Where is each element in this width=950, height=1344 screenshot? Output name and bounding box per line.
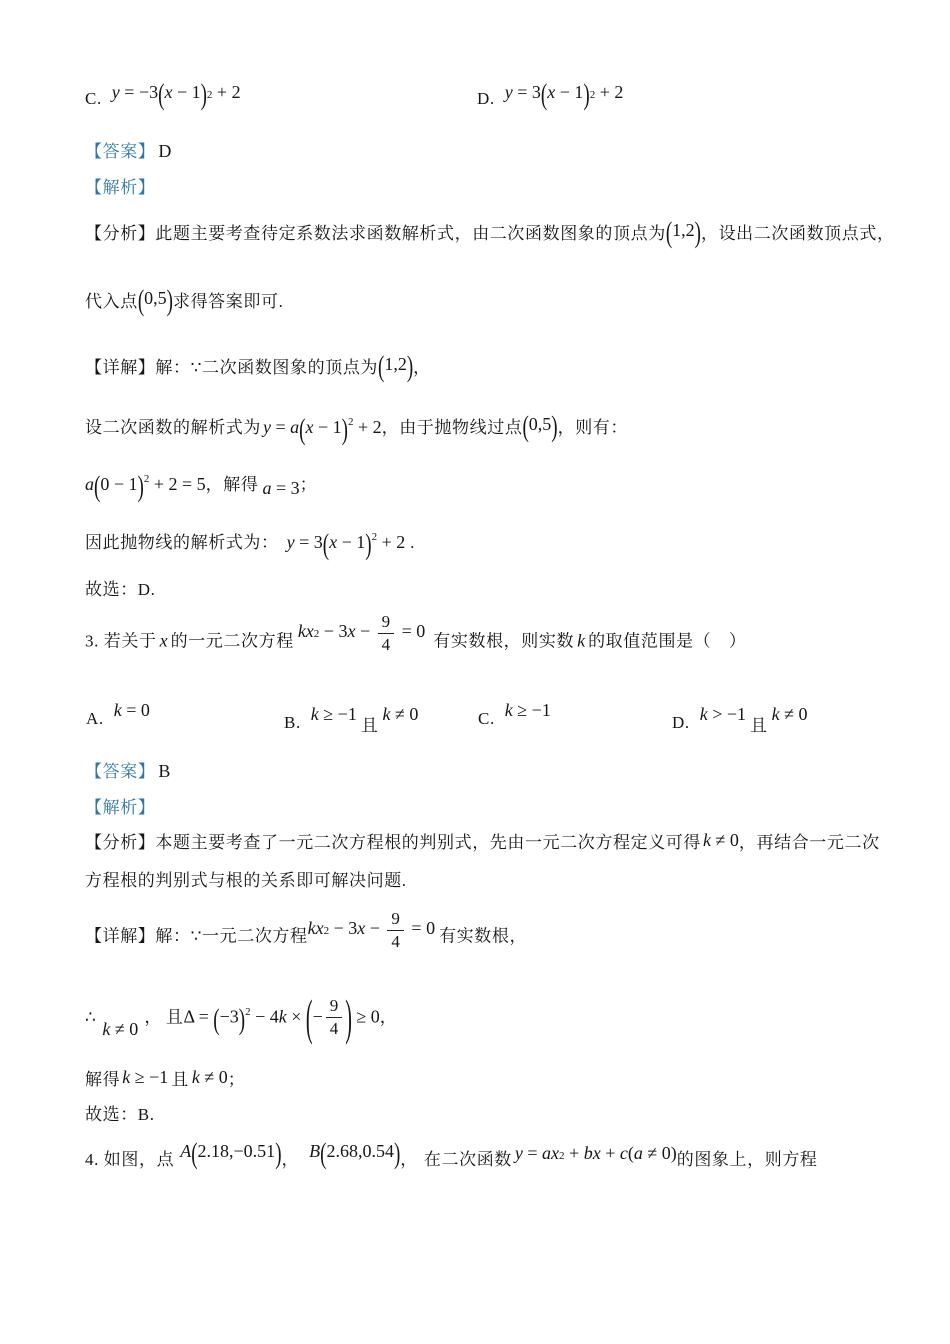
math-variable: a bbox=[290, 417, 300, 437]
text-segment bbox=[85, 528, 415, 562]
math-text: B bbox=[158, 761, 171, 781]
paren-glyph: ( bbox=[191, 1138, 198, 1171]
math-variable: k bbox=[577, 630, 586, 651]
text-run: ； bbox=[227, 1070, 246, 1089]
math-variable: y bbox=[263, 417, 271, 437]
text-segment bbox=[85, 612, 747, 664]
math-variable: k bbox=[310, 704, 319, 724]
math-text: = bbox=[522, 1143, 543, 1163]
paren-glyph: ) bbox=[137, 471, 144, 504]
superscript: 2 bbox=[371, 531, 378, 543]
math-variable: x bbox=[357, 917, 366, 938]
text-segment bbox=[85, 217, 895, 250]
math-variable: k bbox=[191, 1067, 200, 1087]
paren-glyph: ( bbox=[137, 285, 145, 318]
text-segment bbox=[85, 351, 431, 384]
paren-glyph: ) bbox=[583, 79, 590, 112]
fraction-numerator: 9 bbox=[387, 909, 404, 931]
math-text: ≠ 0 bbox=[390, 704, 419, 724]
math-variable: x bbox=[329, 532, 338, 552]
text-segment bbox=[85, 470, 318, 504]
superscript: 2 bbox=[245, 1005, 251, 1018]
paren-glyph: ( bbox=[299, 414, 306, 447]
math-text: = 3 bbox=[294, 532, 323, 552]
math-text: = 0 bbox=[406, 917, 436, 938]
text-run: D. bbox=[672, 713, 690, 732]
text-run: ， bbox=[413, 358, 431, 377]
math-text: ≥ −1 bbox=[318, 704, 357, 724]
math-variable: x bbox=[159, 630, 168, 651]
math-variable: k bbox=[113, 700, 122, 720]
math-text: ≠ 0 bbox=[110, 1018, 139, 1039]
text-segment bbox=[85, 828, 880, 853]
math-variable: x bbox=[305, 417, 314, 437]
paren-glyph: ( bbox=[94, 471, 101, 504]
math-text: = 3 bbox=[271, 478, 300, 498]
text-run: . bbox=[405, 533, 415, 552]
paren-glyph: ( bbox=[522, 411, 529, 444]
math-text: = 3 bbox=[512, 82, 541, 102]
paren-glyph: ( bbox=[213, 1003, 220, 1037]
paren-glyph: ) bbox=[200, 79, 207, 112]
text-run: 的取值范围是（ ） bbox=[588, 631, 747, 651]
text-run: 在二次函数 bbox=[423, 1150, 512, 1169]
text-segment bbox=[85, 285, 284, 318]
superscript: 2 bbox=[313, 627, 320, 640]
math-text: = 0 bbox=[121, 700, 150, 720]
fraction bbox=[326, 996, 343, 1038]
text-run: ，解得 bbox=[205, 475, 259, 494]
math-text: ≠ 0 bbox=[779, 704, 808, 724]
math-variable: y bbox=[504, 82, 513, 102]
superscript: 2 bbox=[347, 416, 354, 428]
math-text: ≠ 0 bbox=[711, 830, 739, 850]
math-text: ≥ −1 bbox=[130, 1067, 169, 1087]
math-variable: k bbox=[703, 830, 711, 850]
paren-glyph: ( bbox=[320, 1138, 327, 1171]
math-text: ≥ −1 bbox=[512, 700, 551, 720]
math-text: − 4 bbox=[250, 1006, 279, 1027]
text-run: 【分析】此题主要考查待定系数法求函数解析式，由二次函数图象的顶点为 bbox=[85, 224, 666, 243]
math-text: = 0 bbox=[397, 620, 426, 641]
paren-glyph: ( bbox=[322, 529, 330, 562]
math-text: > −1 bbox=[707, 704, 747, 724]
text-run: ； bbox=[299, 475, 318, 494]
math-variable: kx bbox=[297, 620, 314, 641]
math-text: − 1 bbox=[337, 532, 366, 552]
fraction bbox=[387, 909, 404, 951]
text-run: D. bbox=[477, 89, 495, 108]
text-segment bbox=[85, 866, 407, 891]
math-text: + bbox=[564, 1143, 584, 1163]
text-run: 且 bbox=[171, 1070, 189, 1089]
text-run: 有实数根， bbox=[439, 926, 528, 946]
paren-glyph: ( bbox=[540, 79, 548, 112]
math-text: 1,2 bbox=[384, 354, 407, 374]
text-run: 故选：B. bbox=[85, 1105, 155, 1124]
text-segment bbox=[85, 79, 241, 112]
text-run: 的图象上，则方程 bbox=[676, 1150, 818, 1169]
text-segment bbox=[85, 1138, 818, 1172]
text-run: 且 bbox=[750, 716, 768, 735]
fraction-numerator: 9 bbox=[326, 996, 343, 1018]
math-variable: k bbox=[278, 1006, 287, 1027]
math-text: + 2 bbox=[377, 532, 406, 552]
text-run: 3. 若关于 bbox=[85, 631, 157, 651]
text-run: 解得 bbox=[85, 1070, 121, 1089]
math-variable: a bbox=[85, 474, 94, 494]
math-text: + 2 = 5 bbox=[149, 474, 206, 494]
text-segment bbox=[85, 411, 628, 447]
text-segment bbox=[477, 79, 624, 112]
math-variable: a bbox=[262, 478, 272, 498]
text-segment bbox=[85, 793, 155, 818]
text-segment bbox=[85, 991, 398, 1047]
text-segment bbox=[85, 1065, 245, 1090]
paren-glyph: ) bbox=[406, 351, 414, 384]
math-variable: y bbox=[286, 532, 295, 552]
math-variable: k bbox=[504, 700, 513, 720]
math-variable: y bbox=[111, 82, 120, 102]
paren-glyph: ) bbox=[166, 285, 173, 318]
paren-glyph: ) bbox=[393, 1138, 401, 1171]
text-segment bbox=[85, 909, 528, 959]
math-text: + 2 bbox=[212, 82, 241, 102]
math-text: − 3 bbox=[329, 917, 358, 938]
math-text: − 1 bbox=[555, 82, 584, 102]
math-text: ≠ 0 bbox=[199, 1067, 228, 1087]
math-text: 1,2 bbox=[672, 220, 695, 240]
text-run: ，则有： bbox=[557, 418, 628, 437]
text-run: 有实数根，则实数 bbox=[433, 631, 575, 651]
math-text: D bbox=[158, 141, 172, 161]
paren-glyph: ) bbox=[551, 411, 558, 444]
math-variable: x bbox=[164, 82, 173, 102]
paren-glyph: ) bbox=[694, 217, 701, 250]
math-variable: ax bbox=[542, 1143, 560, 1163]
text-run: 4. 如图，点 bbox=[85, 1150, 175, 1169]
paren-glyph: ) bbox=[238, 1003, 246, 1037]
math-variable: k bbox=[122, 1067, 131, 1087]
text-run: ， bbox=[400, 1150, 418, 1169]
text-run: ∴ bbox=[85, 1007, 97, 1027]
math-text: Δ = bbox=[183, 1006, 214, 1027]
text-run: 代入点 bbox=[85, 292, 138, 311]
text-segment bbox=[85, 1100, 155, 1125]
math-text: ( bbox=[627, 1143, 634, 1163]
section-label: 【答案】 bbox=[85, 142, 156, 161]
paren-glyph: ) bbox=[341, 414, 348, 447]
fraction bbox=[378, 612, 395, 654]
math-variable: c bbox=[619, 1143, 628, 1163]
math-text: 0,5 bbox=[144, 288, 167, 308]
paren-glyph: ) bbox=[365, 529, 372, 562]
text-run: ，设出二次函数顶点式， bbox=[700, 224, 895, 243]
superscript: 2 bbox=[559, 1150, 565, 1162]
text-segment bbox=[85, 757, 170, 782]
paren-glyph: ( bbox=[378, 351, 385, 384]
section-label: 【解析】 bbox=[85, 798, 156, 817]
math-text: ≠ 0) bbox=[642, 1143, 677, 1163]
fraction-denominator: 4 bbox=[381, 634, 391, 654]
math-variable: x bbox=[347, 620, 356, 641]
math-text: − bbox=[365, 917, 385, 938]
math-variable: A bbox=[180, 1141, 192, 1161]
math-text: + bbox=[600, 1143, 620, 1163]
math-variable: k bbox=[771, 704, 780, 724]
text-run: 【详解】解：∵二次函数图象的顶点为 bbox=[85, 358, 379, 377]
fraction-numerator: 9 bbox=[378, 612, 395, 634]
text-run: 因此抛物线的解析式为： bbox=[85, 533, 279, 552]
text-segment bbox=[672, 704, 808, 735]
math-text: + 2 bbox=[353, 417, 382, 437]
text-run: ，由于抛物线过点 bbox=[381, 418, 523, 437]
superscript: 2 bbox=[589, 89, 596, 101]
paren-glyph: ) bbox=[275, 1138, 282, 1171]
text-run: ， bbox=[379, 1007, 398, 1027]
text-run: ， bbox=[281, 1150, 300, 1169]
text-segment bbox=[85, 575, 156, 600]
text-segment bbox=[284, 704, 419, 735]
paren-glyph-tall: ( bbox=[305, 991, 313, 1047]
math-text: ≥ 0 bbox=[351, 1006, 380, 1027]
paren-glyph: ( bbox=[158, 79, 165, 112]
math-text: − bbox=[355, 620, 375, 641]
math-variable: x bbox=[547, 82, 556, 102]
text-run: 故选：D. bbox=[85, 580, 156, 599]
math-variable: B bbox=[309, 1141, 321, 1161]
text-run: 且 bbox=[165, 1007, 184, 1027]
math-variable: a bbox=[633, 1143, 643, 1163]
math-variable: bx bbox=[583, 1143, 601, 1163]
math-text: 0 − 1 bbox=[100, 474, 138, 494]
math-text: 2.68,0.54 bbox=[326, 1141, 394, 1161]
text-run: 的一元二次方程 bbox=[170, 631, 294, 651]
section-label: 【答案】 bbox=[85, 762, 156, 781]
text-run: 设二次函数的解析式为 bbox=[85, 418, 261, 437]
text-run: 【详解】解：∵一元二次方程 bbox=[85, 926, 308, 946]
text-run: ，再结合一元二次 bbox=[738, 833, 880, 852]
text-run: C. bbox=[478, 709, 495, 728]
paren-glyph-tall: ) bbox=[345, 991, 352, 1047]
text-run: 【分析】本题主要考查了一元二次方程根的判别式，先由一元二次方程定义可得 bbox=[85, 833, 701, 852]
text-run: B. bbox=[284, 713, 301, 732]
text-run: C. bbox=[85, 89, 102, 108]
superscript: 2 bbox=[143, 473, 150, 485]
fraction-denominator: 4 bbox=[391, 931, 400, 951]
math-variable: k bbox=[102, 1018, 111, 1039]
section-label: 【解析】 bbox=[85, 178, 156, 197]
superscript: 2 bbox=[323, 924, 330, 937]
text-run: 且 bbox=[360, 716, 379, 735]
math-text: 2.18,−0.51 bbox=[197, 1141, 276, 1161]
math-text: − 1 bbox=[172, 82, 201, 102]
math-text: − 3 bbox=[319, 620, 348, 641]
text-segment bbox=[85, 173, 155, 198]
math-variable: kx bbox=[307, 917, 324, 938]
paren-glyph: ( bbox=[665, 217, 673, 250]
text-run: 求得答案即可. bbox=[172, 292, 284, 311]
math-text: −3 bbox=[219, 1006, 239, 1027]
math-text: 0,5 bbox=[528, 414, 552, 434]
math-text: − bbox=[312, 1006, 323, 1027]
math-text: + 2 bbox=[595, 82, 624, 102]
superscript: 2 bbox=[206, 89, 213, 101]
text-segment bbox=[85, 137, 171, 162]
text-run: A. bbox=[86, 709, 104, 728]
math-text: = bbox=[271, 417, 291, 437]
fraction-denominator: 4 bbox=[329, 1018, 339, 1038]
text-segment bbox=[86, 700, 150, 729]
math-text: = −3 bbox=[119, 82, 159, 102]
text-run: ， bbox=[144, 1007, 162, 1027]
text-run: 方程根的判别式与根的关系即可解决问题. bbox=[85, 871, 407, 890]
math-variable: k bbox=[382, 704, 391, 724]
math-variable: k bbox=[699, 704, 708, 724]
text-segment bbox=[478, 700, 551, 729]
math-variable: y bbox=[514, 1143, 523, 1163]
math-text: − 1 bbox=[313, 417, 342, 437]
math-text: × bbox=[286, 1006, 306, 1027]
